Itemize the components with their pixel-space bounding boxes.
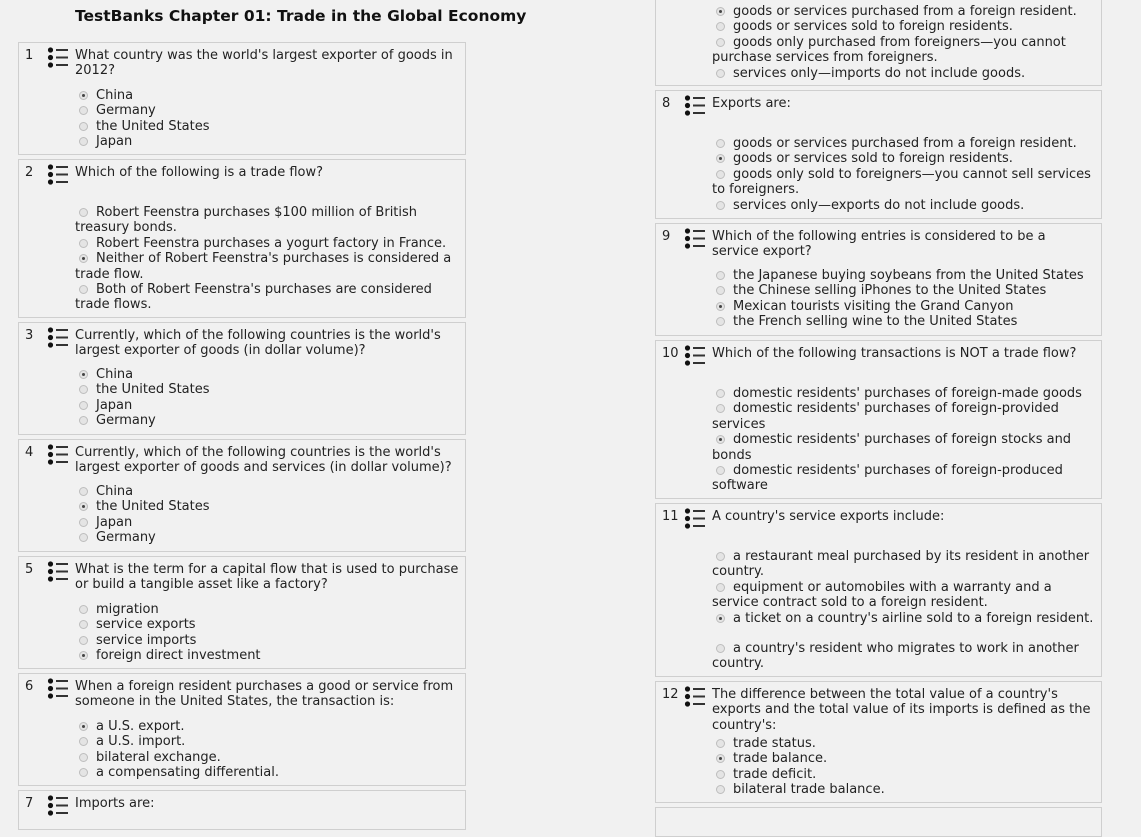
radio-unselected[interactable] [716,785,725,794]
answer-option[interactable]: service exports [75,617,459,632]
radio-selected[interactable] [716,302,725,311]
question-card [18,159,466,318]
answer-option[interactable]: China [75,484,459,499]
radio-selected[interactable] [716,435,725,444]
radio-unselected[interactable] [716,739,725,748]
answer-options [75,88,459,150]
question-number: 11 [662,509,679,524]
question-card [655,503,1102,677]
answer-option[interactable]: the United States [75,382,459,397]
radio-unselected[interactable] [79,487,88,496]
radio-selected[interactable] [716,614,725,623]
radio-unselected[interactable] [79,122,88,131]
radio-selected[interactable] [79,502,88,511]
radio-unselected[interactable] [716,317,725,326]
answer-option[interactable]: goods or services sold to foreign residents. [712,151,1095,166]
answer-options [75,484,459,546]
radio-selected[interactable] [79,254,88,263]
radio-unselected[interactable] [716,38,725,47]
answer-option[interactable]: Germany [75,103,459,118]
multiple-choice-icon [47,444,69,465]
answer-option[interactable]: Japan [75,515,459,530]
answer-option[interactable]: the Chinese selling iPhones to the United States [712,283,1095,298]
question-text: What country was the world's largest exporter of goods in 2012? [75,48,453,79]
multiple-choice-icon [684,228,706,249]
answer-option[interactable]: the United States [75,119,459,134]
answer-option[interactable]: China [75,88,459,103]
radio-unselected[interactable] [716,466,725,475]
answer-option[interactable]: the French selling wine to the United States [712,314,1095,329]
answer-option[interactable]: Neither of Robert Feenstra's purchases is considered a trade flow. [75,251,452,282]
radio-unselected[interactable] [79,533,88,542]
radio-unselected[interactable] [716,644,725,653]
question-card [18,673,466,786]
radio-unselected[interactable] [79,636,88,645]
answer-option[interactable]: Germany [75,413,459,428]
radio-unselected[interactable] [716,69,725,78]
answer-option[interactable]: a restaurant meal purchased by its resident in another country. [712,549,1090,580]
radio-unselected[interactable] [79,137,88,146]
multiple-choice-icon [684,95,706,116]
radio-selected[interactable] [79,722,88,731]
answer-option[interactable]: domestic residents' purchases of foreign-provided services [712,401,1059,432]
answer-option[interactable]: a compensating differential. [75,765,459,780]
radio-unselected[interactable] [79,620,88,629]
question-text: When a foreign resident purchases a good or service from someone in the United States, the transaction is: [75,679,454,710]
radio-unselected[interactable] [716,404,725,413]
answer-option[interactable]: domestic residents' purchases of foreign-produced software [712,463,1063,494]
question-number: 7 [25,796,34,811]
question-text: The difference between the total value of a country's exports and the total value of its imports is defined as the country's: [712,687,1091,733]
question-number: 5 [25,562,34,577]
answer-options [712,4,1095,81]
answer-option[interactable]: a U.S. export. [75,719,459,734]
multiple-choice-icon [47,795,69,816]
answer-option[interactable]: Mexican tourists visiting the Grand Canyon [712,299,1095,314]
question-card [18,790,466,830]
answer-options [75,367,459,429]
radio-unselected[interactable] [716,139,725,148]
radio-unselected[interactable] [716,389,725,398]
answer-option[interactable]: Germany [75,530,459,545]
question-number: 10 [662,346,679,361]
question-card [655,223,1102,336]
answer-option[interactable]: goods or services purchased from a foreign resident. [712,4,1095,19]
question-card [655,681,1102,803]
radio-unselected[interactable] [716,22,725,31]
answer-option[interactable]: goods or services sold to foreign residents. [712,19,1095,34]
answer-options [75,602,459,664]
answer-options [712,736,1095,798]
page-title: TestBanks Chapter 01: Trade in the Global Economy [75,7,527,25]
question-number: 9 [662,229,671,244]
answer-option[interactable]: trade balance. [712,751,1095,766]
answer-option[interactable]: a U.S. import. [75,734,459,749]
question-number: 2 [25,165,34,180]
answer-option[interactable]: Robert Feenstra purchases a yogurt factory in France. [75,236,459,251]
radio-unselected[interactable] [79,239,88,248]
question-number: 8 [662,96,671,111]
answer-option[interactable]: Robert Feenstra purchases $100 million of British treasury bonds. [75,205,418,236]
question-text: Which of the following entries is considered to be a service export? [712,229,1046,260]
radio-unselected[interactable] [79,753,88,762]
question-text: Currently, which of the following countries is the world's largest exporter of goods (in dollar volume)? [75,328,441,359]
multiple-choice-icon [47,164,69,185]
radio-unselected[interactable] [716,170,725,179]
radio-selected[interactable] [79,651,88,660]
multiple-choice-icon [684,508,706,529]
multiple-choice-icon [684,686,706,707]
answer-option[interactable]: services only—exports do not include goods. [712,198,1095,213]
radio-selected[interactable] [716,154,725,163]
radio-unselected[interactable] [79,106,88,115]
radio-unselected[interactable] [79,385,88,394]
answer-option[interactable]: service imports [75,633,459,648]
radio-unselected[interactable] [716,271,725,280]
question-text: Which of the following is a trade flow? [75,165,324,180]
answer-options [712,268,1095,330]
answer-option[interactable]: foreign direct investment [75,648,459,663]
radio-unselected[interactable] [716,770,725,779]
answer-option[interactable]: services only—imports do not include goods. [712,66,1095,81]
radio-unselected[interactable] [716,552,725,561]
question-text: Currently, which of the following countries is the world's largest exporter of goods and services (in dollar volume)? [75,445,452,476]
question-number: 1 [25,48,34,63]
multiple-choice-icon [684,345,706,366]
answer-option[interactable]: migration [75,602,459,617]
radio-unselected[interactable] [79,416,88,425]
radio-unselected[interactable] [716,583,725,592]
multiple-choice-icon [47,678,69,699]
question-text: What is the term for a capital flow that is used to purchase or build a tangible asset like a factory? [75,562,459,593]
radio-selected[interactable] [716,7,725,16]
radio-unselected[interactable] [79,737,88,746]
answer-option[interactable]: domestic residents' purchases of foreign-made goods [712,386,1095,401]
answer-options [75,205,459,313]
answer-option[interactable]: goods or services purchased from a foreign resident. [712,136,1095,151]
answer-option[interactable]: equipment or automobiles with a warranty and a service contract sold to a foreign resident. [712,579,1052,611]
question-text: A country's service exports include: [712,509,945,524]
answer-options [712,386,1095,494]
answer-option[interactable]: a country's resident who migrates to work in another country. [712,641,1079,672]
question-text: Which of the following transactions is NOT a trade flow? [712,346,1077,361]
radio-selected[interactable] [79,91,88,100]
question-card-partial [655,807,1102,837]
radio-unselected[interactable] [79,285,88,294]
answer-options [712,549,1095,672]
radio-unselected[interactable] [716,286,725,295]
question-card [655,90,1102,219]
radio-selected[interactable] [716,754,725,763]
answer-option[interactable]: China [75,367,459,382]
answer-option[interactable]: domestic residents' purchases of foreign stocks and bonds [712,432,1072,463]
radio-unselected[interactable] [716,201,725,210]
answer-option[interactable]: goods only purchased from foreigners—you cannot purchase services from foreigners. [712,34,1066,66]
answer-option[interactable]: bilateral trade balance. [712,782,1095,797]
answer-option[interactable]: the United States [75,499,459,514]
answer-option[interactable]: Both of Robert Feenstra's purchases are considered trade flows. [75,282,432,313]
answer-option[interactable]: trade status. [712,736,1095,751]
radio-selected[interactable] [79,370,88,379]
radio-unselected[interactable] [79,518,88,527]
question-number: 4 [25,445,34,460]
question-card [18,439,466,552]
multiple-choice-icon [47,561,69,582]
question-card [18,42,466,155]
answer-options [75,719,459,781]
answer-option[interactable]: the Japanese buying soybeans from the United States [712,268,1095,283]
radio-unselected[interactable] [79,605,88,614]
multiple-choice-icon [47,47,69,68]
radio-unselected[interactable] [79,208,88,217]
radio-unselected[interactable] [79,401,88,410]
question-number: 6 [25,679,34,694]
answer-option[interactable]: a ticket on a country's airline sold to a foreign resident. [712,611,1095,626]
multiple-choice-icon [47,327,69,348]
answer-option[interactable]: trade deficit. [712,767,1095,782]
question-card [18,556,466,669]
spacer [712,626,1095,641]
answer-options [712,136,1095,213]
answer-option[interactable]: Japan [75,134,459,149]
answer-option[interactable]: bilateral exchange. [75,750,459,765]
question-text: Exports are: [712,96,791,111]
answer-option[interactable]: Japan [75,398,459,413]
question-text: Imports are: [75,796,155,811]
question-card-continued [655,0,1102,86]
radio-unselected[interactable] [79,768,88,777]
question-card [655,340,1102,499]
question-number: 3 [25,328,34,343]
question-card [18,322,466,435]
answer-option[interactable]: goods only sold to foreigners—you cannot sell services to foreigners. [712,166,1091,198]
question-number: 12 [662,687,679,702]
